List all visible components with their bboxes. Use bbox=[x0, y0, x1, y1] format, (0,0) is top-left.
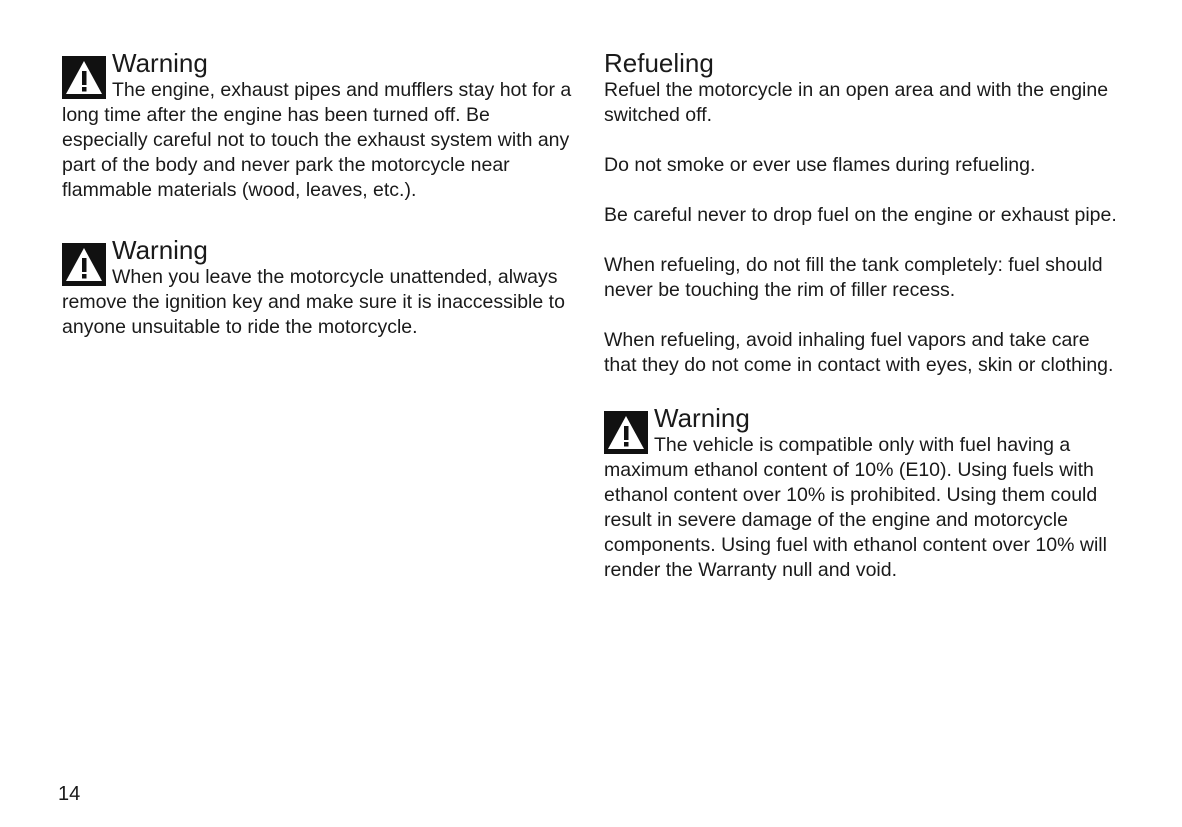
warning-triangle-icon bbox=[62, 56, 106, 99]
warning-block-hot-engine bbox=[62, 48, 580, 203]
right-column bbox=[604, 48, 1124, 615]
warning-heading: Warning bbox=[62, 235, 580, 265]
warning-block-unattended bbox=[62, 235, 580, 340]
warning-heading: Warning bbox=[604, 403, 1124, 433]
paragraph: Refuel the motorcycle in an open area and with the engine switched off. bbox=[604, 79, 1109, 126]
warning-block-ethanol bbox=[604, 403, 1124, 583]
warning-text: When you leave the motorcycle unattended, always remove the ignition key and make sure it is inaccessible to anyone unsuitable to ride the motorcycle. bbox=[62, 266, 565, 338]
page-number: 14 bbox=[58, 783, 81, 805]
warning-heading: Warning bbox=[62, 48, 580, 78]
section-title: Refueling bbox=[604, 48, 714, 78]
left-column bbox=[62, 48, 580, 372]
warning-triangle-icon bbox=[604, 411, 648, 454]
paragraph: Do not smoke or ever use flames during refueling. bbox=[604, 154, 1036, 176]
paragraph: When refueling, do not fill the tank completely: fuel should never be touching the rim of filler recess. bbox=[604, 254, 1103, 301]
warning-text: The engine, exhaust pipes and mufflers stay hot for a long time after the engine has been turned off. Be especially careful not to touch the exhaust system with any part of the body and never park the motorcycle near flammable materials (wood, leaves, etc.). bbox=[62, 79, 572, 201]
warning-text: The vehicle is compatible only with fuel having a maximum ethanol content of 10% (E10). Using fuels with ethanol content over 10% is prohibited. Using them could result in severe damage of the engine and motorcycle components. Using fuel with ethanol content over 10% will render the Warranty null and void. bbox=[604, 434, 1107, 581]
paragraph: Be careful never to drop fuel on the engine or exhaust pipe. bbox=[604, 204, 1117, 226]
warning-triangle-icon bbox=[62, 243, 106, 286]
paragraph: When refueling, avoid inhaling fuel vapors and take care that they do not come in contact with eyes, skin or clothing. bbox=[604, 329, 1114, 376]
